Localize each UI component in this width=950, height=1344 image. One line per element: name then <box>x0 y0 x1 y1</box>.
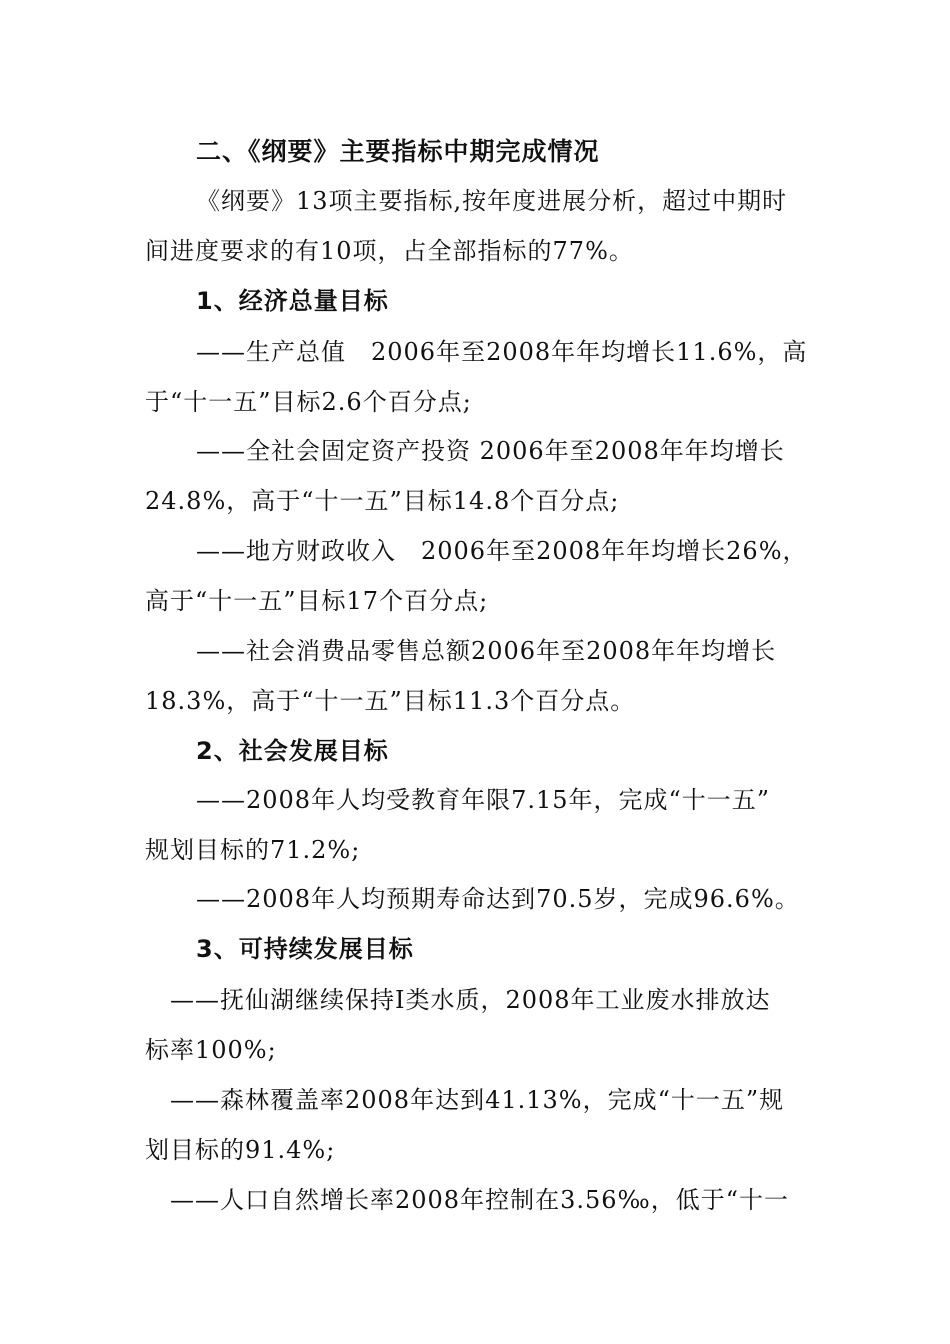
section-title: 二、《纲要》主要指标中期完成情况 <box>196 137 600 166</box>
paragraph-line: 于“十一五”目标2.6个百分点; <box>145 388 472 416</box>
paragraph-line: ——全社会固定资产投资 2006年至2008年年均增长 <box>196 437 785 465</box>
paragraph-line: 高于“十一五”目标17个百分点; <box>145 587 489 615</box>
paragraph-line: 24.8%，高于“十一五”目标14.8个百分点; <box>145 487 620 515</box>
paragraph-line: 规划目标的71.2%; <box>145 836 361 864</box>
paragraph-line: ——2008年人均受教育年限7.15年，完成“十一五” <box>196 786 771 814</box>
paragraph-line: ——生产总值 2006年至2008年年均增长11.6%，高 <box>196 338 808 366</box>
subsection-heading-sustainable: 3、可持续发展目标 <box>196 935 414 963</box>
paragraph-line: ——社会消费品零售总额2006年至2008年年均增长 <box>196 637 777 665</box>
paragraph-line: 间进度要求的有10项，占全部指标的77%。 <box>145 237 634 265</box>
subsection-heading-social: 2、社会发展目标 <box>196 737 389 765</box>
subsection-heading-economy: 1、经济总量目标 <box>196 287 389 315</box>
paragraph-line: 划目标的91.4%; <box>145 1136 336 1164</box>
paragraph-line: ——森林覆盖率2008年达到41.13%，完成“十一五”规 <box>170 1086 785 1114</box>
paragraph-line: ——人口自然增长率2008年控制在3.56‰，低于“十一 <box>170 1186 789 1214</box>
paragraph-line: 18.3%，高于“十一五”目标11.3个百分点。 <box>145 687 636 715</box>
paragraph-line: ——2008年人均预期寿命达到70.5岁，完成96.6%。 <box>196 885 800 913</box>
paragraph-line: ——地方财政收入 2006年至2008年年均增长26%， <box>196 537 808 565</box>
paragraph-line: 标率100%; <box>145 1036 277 1064</box>
paragraph-line: ——抚仙湖继续保持Ⅰ类水质，2008年工业废水排放达 <box>170 986 771 1014</box>
paragraph-line: 《纲要》13项主要指标,按年度进展分析，超过中期时 <box>196 187 788 215</box>
